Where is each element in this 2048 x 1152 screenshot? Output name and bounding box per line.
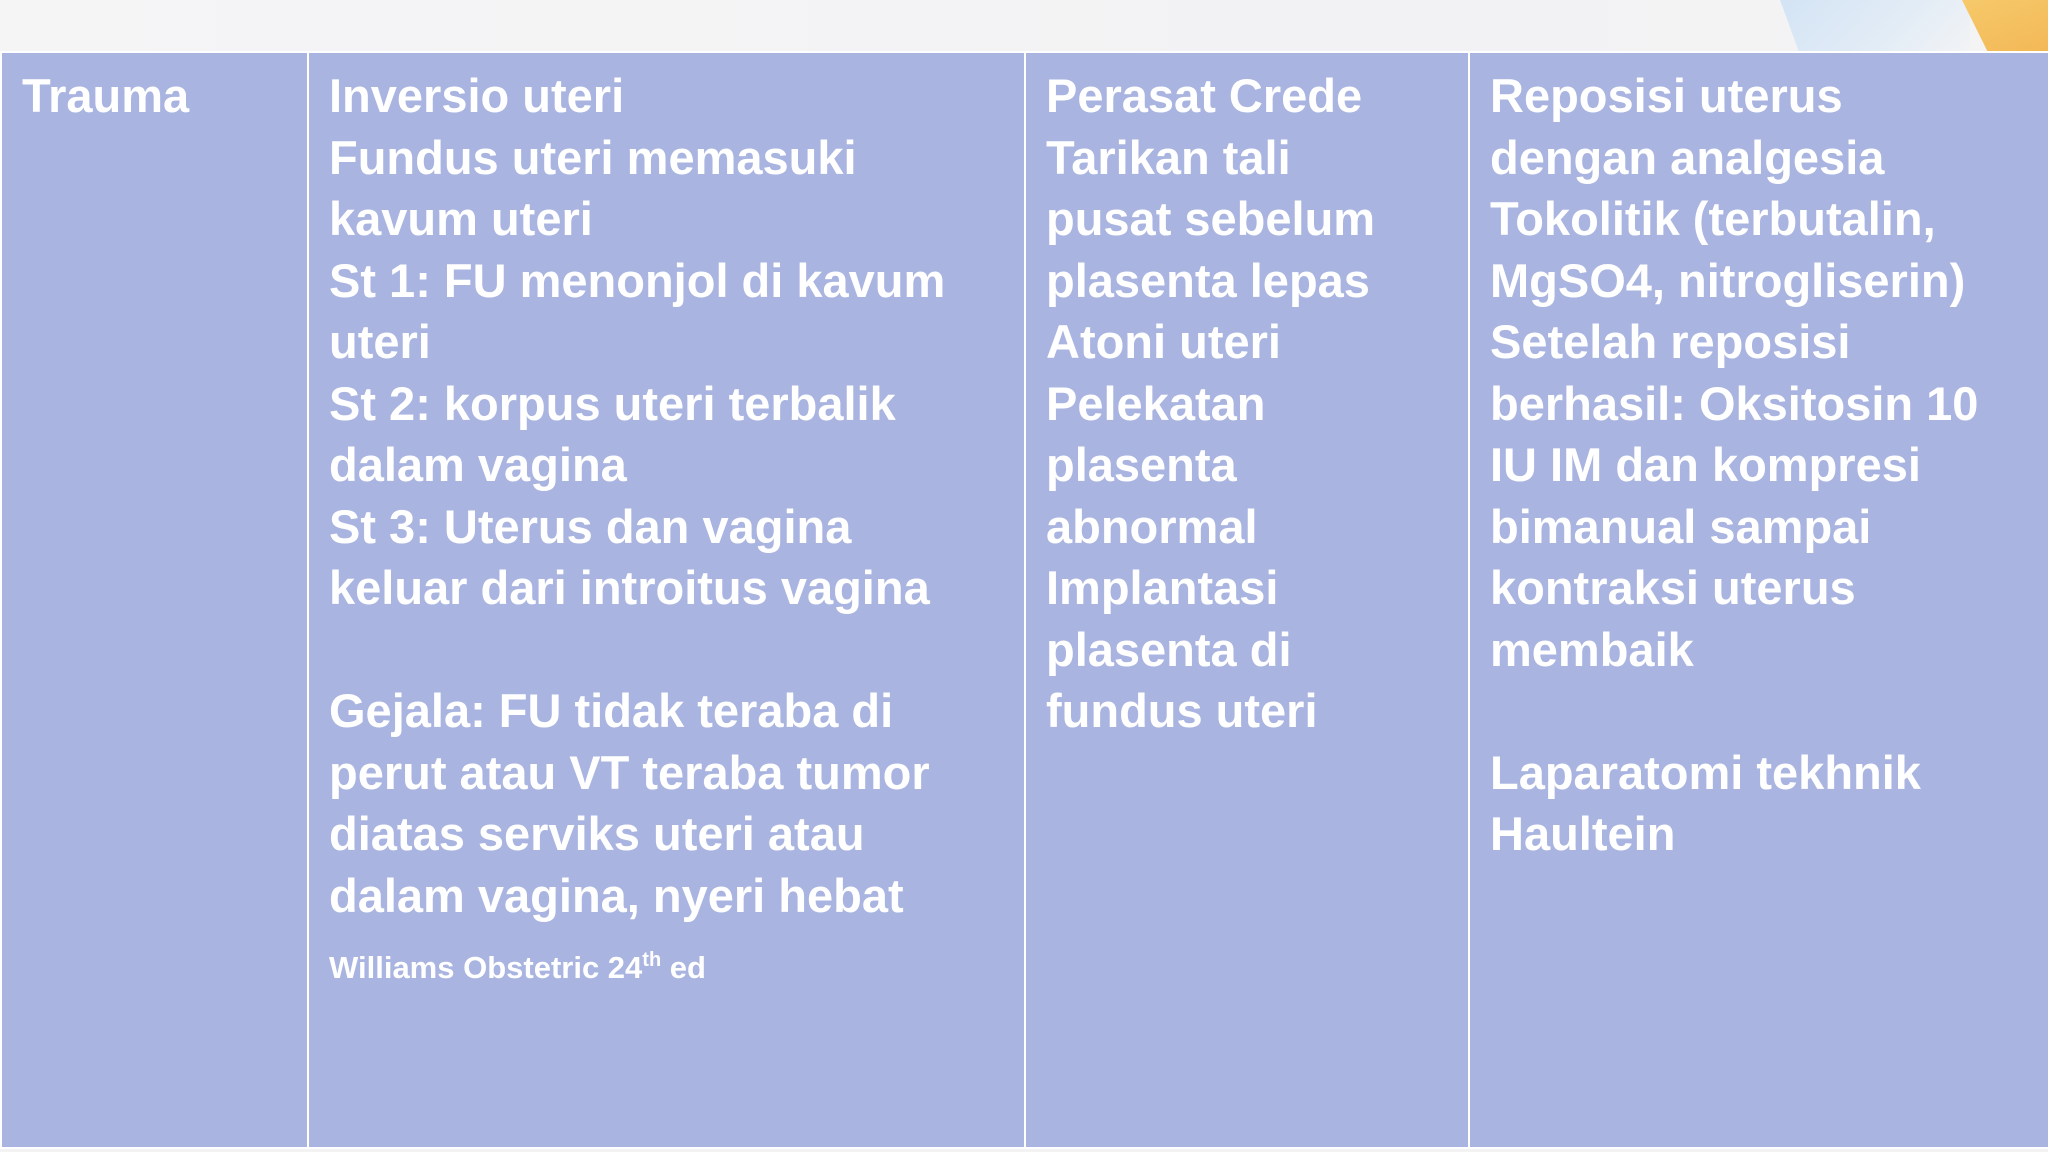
cause-line: Implantasi <box>1046 561 1279 614</box>
management-line: IU IM dan kompresi <box>1490 438 1921 491</box>
management-cell <box>1469 52 2048 1148</box>
table-row <box>1 52 2048 1148</box>
management-line: kontraksi uterus <box>1490 561 1856 614</box>
cause-line: Perasat Crede <box>1046 69 1363 122</box>
diagnosis-line: St 3: Uterus dan vagina <box>329 499 852 553</box>
diagnosis-line: kavum uteri <box>329 192 593 245</box>
diagnosis-line: St 2: korpus uteri terbalik <box>329 376 896 430</box>
diagnosis-line: keluar dari introitus vagina <box>329 561 930 614</box>
cause-line: fundus uteri <box>1046 684 1318 737</box>
cause-line: plasenta <box>1046 438 1237 491</box>
diagnosis-line: dalam vagina <box>329 438 627 491</box>
management-line: bimanual sampai <box>1490 499 1872 553</box>
category-label: Trauma <box>22 69 190 122</box>
management-line: dengan analgesia <box>1490 130 1885 184</box>
decorative-shape-blue <box>1780 0 1970 52</box>
reference-superscript: th <box>642 949 662 971</box>
management-line: Reposisi uterus <box>1490 69 1843 122</box>
cause-line: Pelekatan <box>1046 376 1266 430</box>
diagnosis-line: St 1: FU menonjol di kavum <box>329 253 946 307</box>
slide-top-band <box>0 0 2048 52</box>
cause-line: Tarikan tali <box>1046 130 1291 184</box>
cause-line: abnormal <box>1046 499 1258 553</box>
management-line: MgSO4, nitrogliserin) <box>1490 253 1966 307</box>
cause-line: plasenta lepas <box>1046 253 1370 307</box>
symptom-line: dalam vagina, nyeri hebat <box>329 868 904 922</box>
spacer <box>1490 680 2028 742</box>
reference-text: Williams Obstetric 24 <box>329 950 643 985</box>
reference-suffix: ed <box>661 950 706 985</box>
management-line: Setelah reposisi <box>1490 315 1851 368</box>
cause-line: plasenta di <box>1046 622 1292 676</box>
diagnosis-cell <box>308 52 1025 1148</box>
reference-citation <box>329 948 1004 988</box>
causes-cell <box>1025 52 1469 1148</box>
diagnosis-line: Fundus uteri memasuki <box>329 130 857 184</box>
diagnosis-line: Inversio uteri <box>329 69 625 122</box>
slide-table <box>0 51 2048 1149</box>
spacer <box>329 619 1004 681</box>
category-cell <box>1 52 308 1148</box>
symptom-line: perut atau VT teraba tumor <box>329 745 930 799</box>
management-line: membaik <box>1490 622 1694 676</box>
management-line: Tokolitik (terbutalin, <box>1490 192 1936 245</box>
cause-line: Atoni uteri <box>1046 315 1281 368</box>
management-line: berhasil: Oksitosin 10 <box>1490 376 1979 430</box>
diagnosis-line: uteri <box>329 315 431 368</box>
management-extra-line: Haultein <box>1490 807 1676 860</box>
management-extra-line: Laparatomi tekhnik <box>1490 745 1921 799</box>
symptom-line: diatas serviks uteri atau <box>329 807 865 860</box>
symptom-line: Gejala: FU tidak teraba di <box>329 684 894 737</box>
cause-line: pusat sebelum <box>1046 192 1376 245</box>
